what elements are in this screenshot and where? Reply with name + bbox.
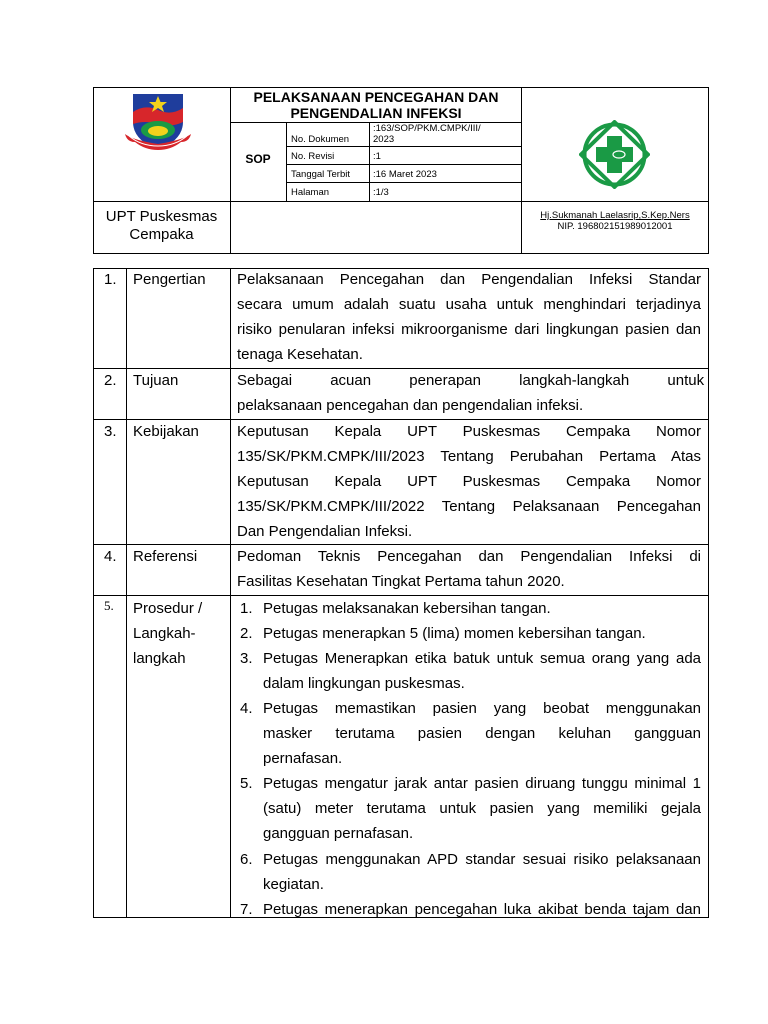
definition-text-line: risiko penularan infeksi mikroorganisme dari lingkungan pasien dan [237, 321, 701, 338]
step-number: 1. [240, 600, 253, 617]
signer-name: Hj.Sukmanah Laelasrip,S.Kep.Ners [540, 210, 690, 221]
section-label-reference: Referensi [133, 548, 198, 565]
step-text-line: Petugas menerapkan pencegahan luka akibat benda tajam dan [263, 901, 701, 918]
meta-value-doc-no-line1: :163/SOP/PKM.CMPK/III/ [373, 123, 481, 134]
definition-text-line: Pelaksanaan Pencegahan dan Pengendalian Infeksi Standar [237, 271, 701, 288]
step-text-line: (satu) meter terutama untuk pasien yang memiliki gejala [263, 800, 701, 817]
meta-label-revision: No. Revisi [291, 151, 335, 162]
policy-text-line: 135/SK/PKM.CMPK/III/2023 Tentang Perubahan Pertama Atas [237, 448, 701, 465]
step-number: 3. [240, 650, 253, 667]
step-text-line: Petugas mengatur jarak antar pasien diruang tunggu minimal 1 [263, 775, 701, 792]
document-title-line1: PELAKSANAAN PENCEGAHAN DAN [253, 89, 499, 105]
policy-text-line: Keputusan Kepala UPT Puskesmas Cempaka Nomor [237, 473, 701, 490]
section-number-policy: 3. [104, 423, 117, 440]
sop-label: SOP [245, 152, 271, 166]
step-text-line: Petugas menggunakan APD standar sesuai risiko pelaksanaan [263, 851, 701, 868]
purpose-text-line: pelaksanaan pencegahan dan pengendalian infeksi. [237, 397, 584, 414]
meta-label-page: Halaman [291, 187, 330, 198]
meta-label-doc-no: No. Dokumen [291, 134, 350, 145]
purpose-text-line: Sebagai acuan penerapan langkah-langkah untuk [237, 372, 705, 389]
organization-name-line1: UPT Puskesmas [105, 208, 218, 225]
step-text-line: dalam lingkungan puskesmas. [263, 675, 465, 692]
reference-text-line: Fasilitas Kesehatan Tingkat Pertama tahun 2020. [237, 573, 565, 590]
step-text-line: Petugas melaksanakan kebersihan tangan. [263, 600, 551, 617]
policy-text-line: 135/SK/PKM.CMPK/III/2022 Tentang Pelaksanaan Pencegahan [237, 498, 701, 515]
section-label-policy: Kebijakan [133, 423, 199, 440]
meta-label-issue-date: Tanggal Terbit [291, 169, 350, 180]
regency-emblem-logo [117, 88, 199, 160]
step-text-line: Petugas menerapkan 5 (lima) momen kebersihan tangan. [263, 625, 646, 642]
definition-text-line: tenaga Kesehatan. [237, 346, 363, 363]
meta-value-page: :1/3 [373, 187, 389, 198]
step-number: 2. [240, 625, 253, 642]
step-number: 5. [240, 775, 253, 792]
signer-nip: NIP. 196802151989012001 [557, 221, 673, 232]
policy-text-line: Keputusan Kepala UPT Puskesmas Cempaka Nomor [237, 423, 701, 440]
meta-value-doc-no-line2: 2023 [373, 134, 395, 145]
definition-text-line: secara umum adalah suatu usaha untuk menghindari terjadinya [237, 296, 701, 313]
step-text-line: pernafasan. [263, 750, 343, 767]
section-label-procedure-line: langkah [133, 650, 186, 667]
step-number: 4. [240, 700, 253, 717]
section-label-purpose: Tujuan [133, 372, 179, 389]
health-cross-logo [579, 120, 650, 189]
section-number-procedure: 5. [104, 598, 114, 613]
section-label-procedure-line: Prosedur / [133, 600, 203, 617]
section-label-definition: Pengertian [133, 271, 206, 288]
reference-text-line: Pedoman Teknis Pencegahan dan Pengendalian Infeksi di [237, 548, 701, 565]
policy-text-line: Dan Pengendalian Infeksi. [237, 523, 413, 540]
step-text-line: Petugas Menerapkan etika batuk untuk semua orang yang ada [263, 650, 701, 667]
section-number-reference: 4. [104, 548, 117, 565]
step-text-line: Petugas memastikan pasien yang beobat menggunakan [263, 700, 701, 717]
meta-value-revision: :1 [373, 151, 381, 162]
step-number: 6. [240, 851, 253, 868]
step-text-line: kegiatan. [263, 876, 324, 893]
meta-value-issue-date: :16 Maret 2023 [373, 169, 437, 180]
document-title-line2: PENGENDALIAN INFEKSI [290, 105, 462, 121]
section-number-definition: 1. [104, 271, 117, 288]
section-label-procedure-line: Langkah- [133, 625, 196, 642]
step-text-line: masker terutama pasien dengan keluhan gangguan [263, 725, 701, 742]
step-number: 7. [240, 901, 253, 918]
step-text-line: gangguan pernafasan. [263, 825, 414, 842]
organization-name-line2: Cempaka [129, 226, 194, 243]
section-number-purpose: 2. [104, 372, 117, 389]
